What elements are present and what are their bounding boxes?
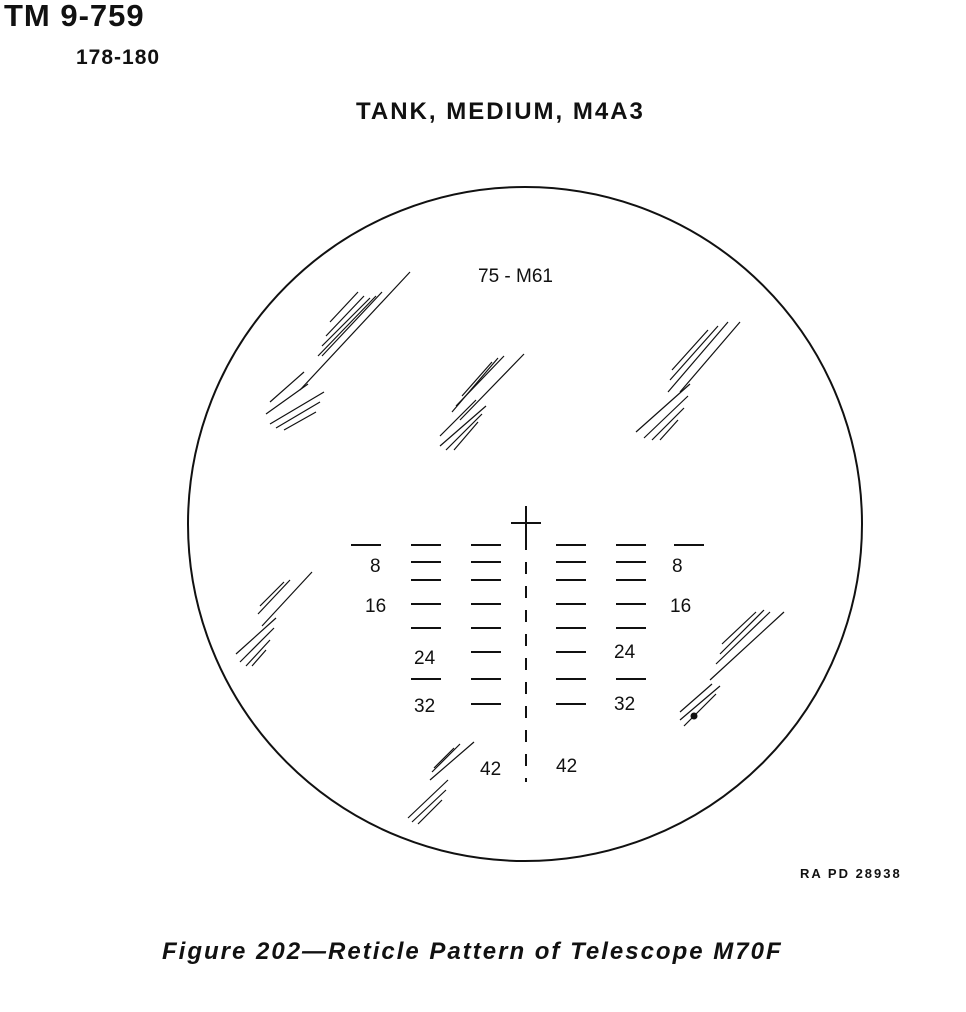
tm-number: TM 9-759 [4,0,145,33]
center-crosshair [511,506,541,538]
page-range: 178-180 [76,46,161,69]
right-range-label: 24 [614,642,636,663]
hatch-mark-bottom-left [408,742,474,824]
hatch-mark-top-right [636,322,740,440]
right-range-label: 8 [672,556,683,577]
document-title: TANK, MEDIUM, M4A3 [356,98,645,125]
right-range-label: 42 [556,756,578,777]
hatch-marks [236,272,784,824]
hatch-mark-mid-right [680,610,784,726]
range-ticks [351,545,704,704]
reticle-dot [691,713,698,720]
reticle-designation: 75 - M61 [478,266,553,287]
hatch-mark-top-left [266,272,410,430]
left-range-label: 42 [480,759,502,780]
hatch-mark-mid-left [236,572,312,666]
right-range-label: 16 [670,596,692,617]
left-range-label: 24 [414,648,436,669]
hatch-mark-top-center [440,354,524,450]
left-range-label: 32 [414,696,436,717]
reference-code: RA PD 28938 [800,866,902,881]
figure-caption: Figure 202—Reticle Pattern of Telescope M70F [162,938,783,965]
left-range-label: 8 [370,556,381,577]
right-range-label: 32 [614,694,636,715]
left-range-label: 16 [365,596,387,617]
